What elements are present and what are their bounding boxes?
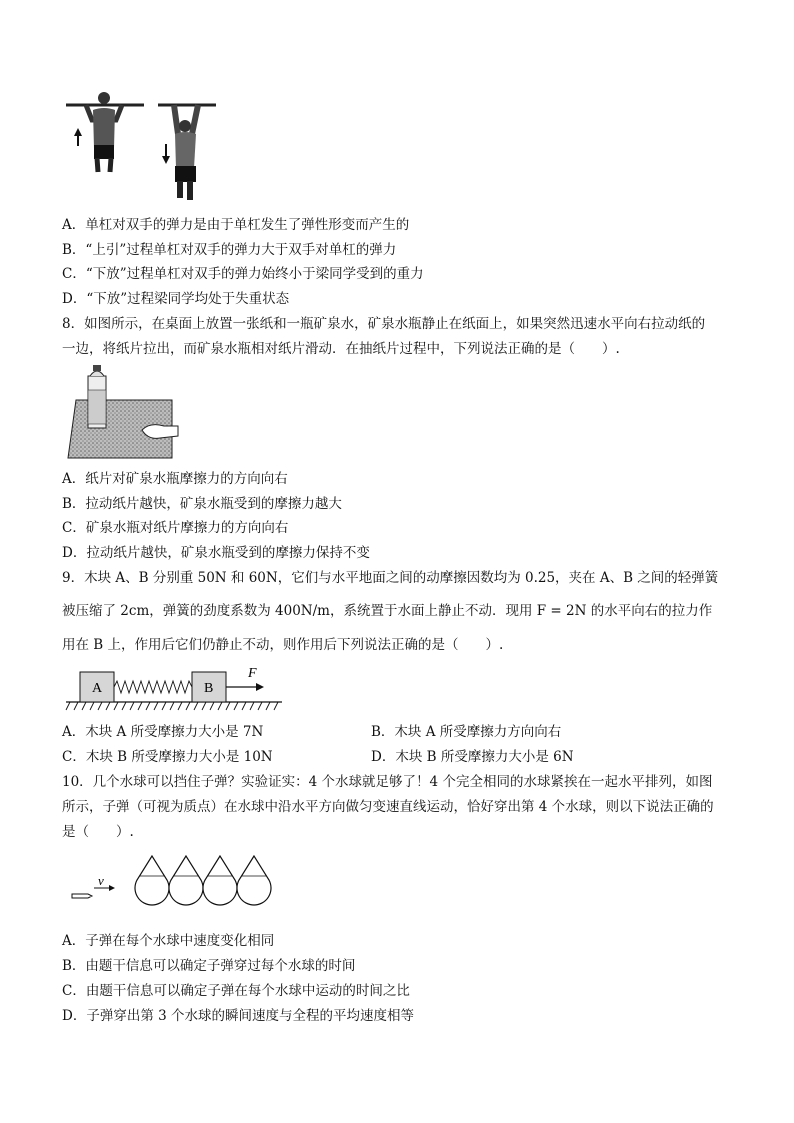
- q8-stem-line-1: 8．如图所示，在桌面上放置一张纸和一瓶矿泉水，矿泉水瓶静止在纸面上，如果突然迅速水平向右拉动纸的: [62, 316, 706, 332]
- q9-stem-line-2: 被压缩了 2cm，弹簧的劲度系数为 400N/m，系统置于水面上静止不动．现用 F = 2N 的水平向右的拉力作: [62, 603, 713, 619]
- q7-option-b: B．“上引”过程单杠对双手的弹力大于双手对单杠的弹力: [62, 242, 397, 258]
- block-a-label: A: [92, 681, 103, 696]
- q10-option-d: D．子弹穿出第 3 个水球的瞬间速度与全程的平均速度相等: [62, 1008, 414, 1024]
- q10-option-b: B．由题干信息可以确定子弹穿过每个水球的时间: [62, 958, 356, 974]
- force-label: F: [248, 666, 257, 681]
- q9-option-a: A．木块 A 所受摩擦力大小是 7N: [62, 724, 264, 740]
- water-balls-figure: [64, 852, 290, 918]
- spring-blocks-figure: [64, 660, 284, 716]
- q7-option-d: D．“下放”过程梁同学均处于失重状态: [62, 291, 290, 307]
- q9-option-c: C．木块 B 所受摩擦力大小是 10N: [62, 749, 273, 765]
- q7-option-a: A．单杠对双手的弹力是由于单杠发生了弹性形变而产生的: [62, 217, 410, 233]
- q9-option-d: D．木块 B 所受摩擦力大小是 6N: [371, 749, 574, 765]
- q10-option-a: A．子弹在每个水球中速度变化相同: [62, 933, 275, 949]
- block-b-label: B: [204, 681, 214, 696]
- q8-option-d: D．拉动纸片越快，矿泉水瓶受到的摩擦力保持不变: [62, 545, 370, 561]
- pull-up-figure: [64, 90, 220, 208]
- q10-option-c: C．由题干信息可以确定子弹在每个水球中运动的时间之比: [62, 983, 410, 999]
- q10-stem-line-2: 所示，子弹（可视为质点）在水球中沿水平方向做匀变速直线运动，恰好穿出第 4 个水球，则以下说法正确的: [62, 799, 714, 815]
- q9-stem-line-3: 用在 B 上，作用后它们仍静止不动，则作用后下列说法正确的是（ ）.: [62, 637, 504, 653]
- velocity-label: v: [98, 873, 104, 888]
- q7-option-c: C．“下放”过程单杠对双手的弹力始终小于梁同学受到的重力: [62, 266, 424, 282]
- q10-stem-line-1: 10．几个水球可以挡住子弹？实验证实：4 个水球就足够了！4 个完全相同的水球紧挨在一起水平排列，如图: [62, 774, 713, 790]
- q9-stem-line-1: 9．木块 A、B 分别重 50N 和 60N，它们与水平地面之间的动摩擦因数均为 0.25，夹在 A、B 之间的轻弹簧: [62, 570, 719, 586]
- q8-stem-line-2: 一边，将纸片拉出，而矿泉水瓶相对纸片滑动．在抽纸片过程中，下列说法正确的是（ ）.: [62, 341, 620, 357]
- q8-option-c: C．矿泉水瓶对纸片摩擦力的方向向右: [62, 520, 289, 536]
- q9-option-b: B．木块 A 所受摩擦力方向向右: [371, 724, 562, 740]
- q8-option-a: A．纸片对矿泉水瓶摩擦力的方向向右: [62, 471, 288, 487]
- q10-stem-line-3: 是（ ）.: [62, 824, 134, 840]
- bottle-on-paper-figure: [64, 362, 184, 462]
- q8-option-b: B．拉动纸片越快，矿泉水瓶受到的摩擦力越大: [62, 496, 342, 512]
